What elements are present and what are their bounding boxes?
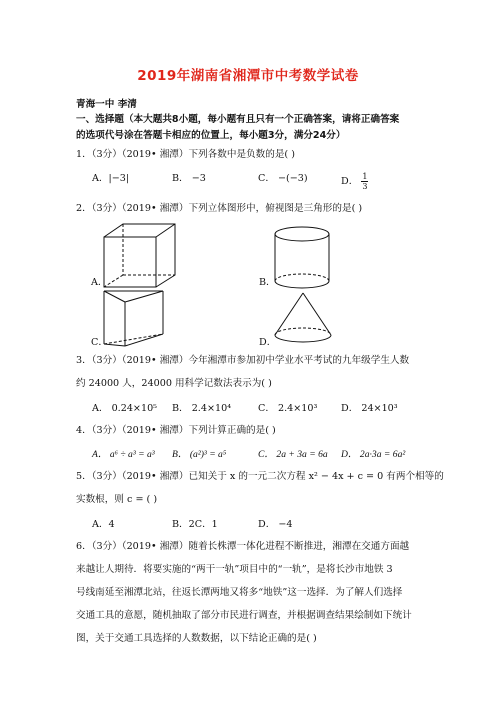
cone-figure bbox=[273, 292, 333, 346]
question-6-line1: 6．（3分）（2019• 湘潭）随着长株潭一体化进程不断推进，湘潭在交通方面越 bbox=[76, 541, 410, 552]
q1-option-c: C． −(−3) bbox=[258, 173, 308, 184]
section-heading-line2: 的选项代号涂在答题卡相应的位置上，每小题3分，满分24分） bbox=[76, 130, 346, 141]
page-title: 2019年湖南省湘潭市中考数学试卷 bbox=[137, 68, 359, 84]
question-5-line2: 实数根，则 c = ( ) bbox=[76, 494, 158, 505]
q1-option-d bbox=[341, 172, 368, 191]
cube-figure bbox=[103, 223, 183, 289]
question-6-line3: 号线南延至湘潭北站，往返长潭两地又将多“地铁”这一选择．为了解人们选择 bbox=[76, 587, 403, 598]
q2-option-a: A． bbox=[91, 277, 108, 288]
question-6-line4: 交通工具的意愿，随机抽取了部分市民进行调查，并根据调查结果绘制如下统计 bbox=[76, 610, 412, 621]
q5-option-b-c: B．2C．1 bbox=[172, 519, 218, 530]
q1-option-b: B． −3 bbox=[172, 173, 206, 184]
q1-option-d-fraction bbox=[361, 172, 368, 191]
q3-option-c: C． 2.4×10³ bbox=[258, 403, 318, 414]
question-5-line1: 5．（3分）（2019• 湘潭）已知关于 x 的一元二次方程 x² − 4x + c = 0 有两个相等的 bbox=[76, 471, 444, 482]
q1-option-a: A．|−3| bbox=[92, 173, 130, 184]
fraction-numerator: 1 bbox=[362, 172, 368, 181]
question-3-line1: 3．（3分）（2019• 湘潭）今年湘潭市参加初中学业水平考试的九年级学生人数 bbox=[76, 355, 410, 366]
triangular-prism-figure bbox=[103, 290, 173, 348]
fraction-denominator: 3 bbox=[362, 182, 368, 191]
q2-option-b: B． bbox=[259, 277, 276, 288]
q2-option-d: D． bbox=[259, 337, 277, 348]
q3-option-b: B． 2.4×10⁴ bbox=[172, 403, 232, 414]
q4-option-d: D． 2a·3a = 6a² bbox=[341, 449, 406, 460]
author-line: 青海一中 李清 bbox=[76, 99, 137, 110]
question-3-line2: 约 24000 人，24000 用科学记数法表示为( ) bbox=[76, 378, 272, 389]
q2-option-c: C． bbox=[91, 337, 108, 348]
q4-option-a: A． a⁶ ÷ a³ = a³ bbox=[92, 449, 155, 460]
q4-option-b: B． (a²)³ = a⁵ bbox=[172, 449, 227, 460]
q4-option-c: C． 2a + 3a = 6a bbox=[258, 449, 328, 460]
q5-option-d: D． −4 bbox=[258, 519, 293, 530]
q5-option-a: A．4 bbox=[92, 519, 115, 530]
question-6-line5: 图，关于交通工具选择的人数数据，以下结论正确的是( ) bbox=[76, 633, 317, 644]
q3-option-a: A． 0.24×10⁵ bbox=[92, 403, 158, 414]
question-6-line2: 来越让人期待．将要实施的“两干一轨”项目中的“一轨”，是将长沙市地铁 3 bbox=[76, 564, 393, 575]
cylinder-figure bbox=[273, 225, 331, 291]
question-4-stem: 4．（3分）（2019• 湘潭）下列计算正确的是( ) bbox=[76, 425, 276, 436]
q3-option-d: D． 24×10³ bbox=[341, 403, 398, 414]
question-1-stem: 1．（3分）（2019• 湘潭）下列各数中是负数的是( ) bbox=[76, 149, 295, 160]
question-2-stem: 2．（3分）（2019• 湘潭）下列立体图形中，俯视图是三角形的是( ) bbox=[76, 203, 363, 214]
section-heading-line1: 一、选择题（本大题共8小题，每小题有且只有一个正确答案，请将正确答案 bbox=[76, 114, 400, 125]
q1-option-d-label: D． bbox=[341, 176, 359, 187]
